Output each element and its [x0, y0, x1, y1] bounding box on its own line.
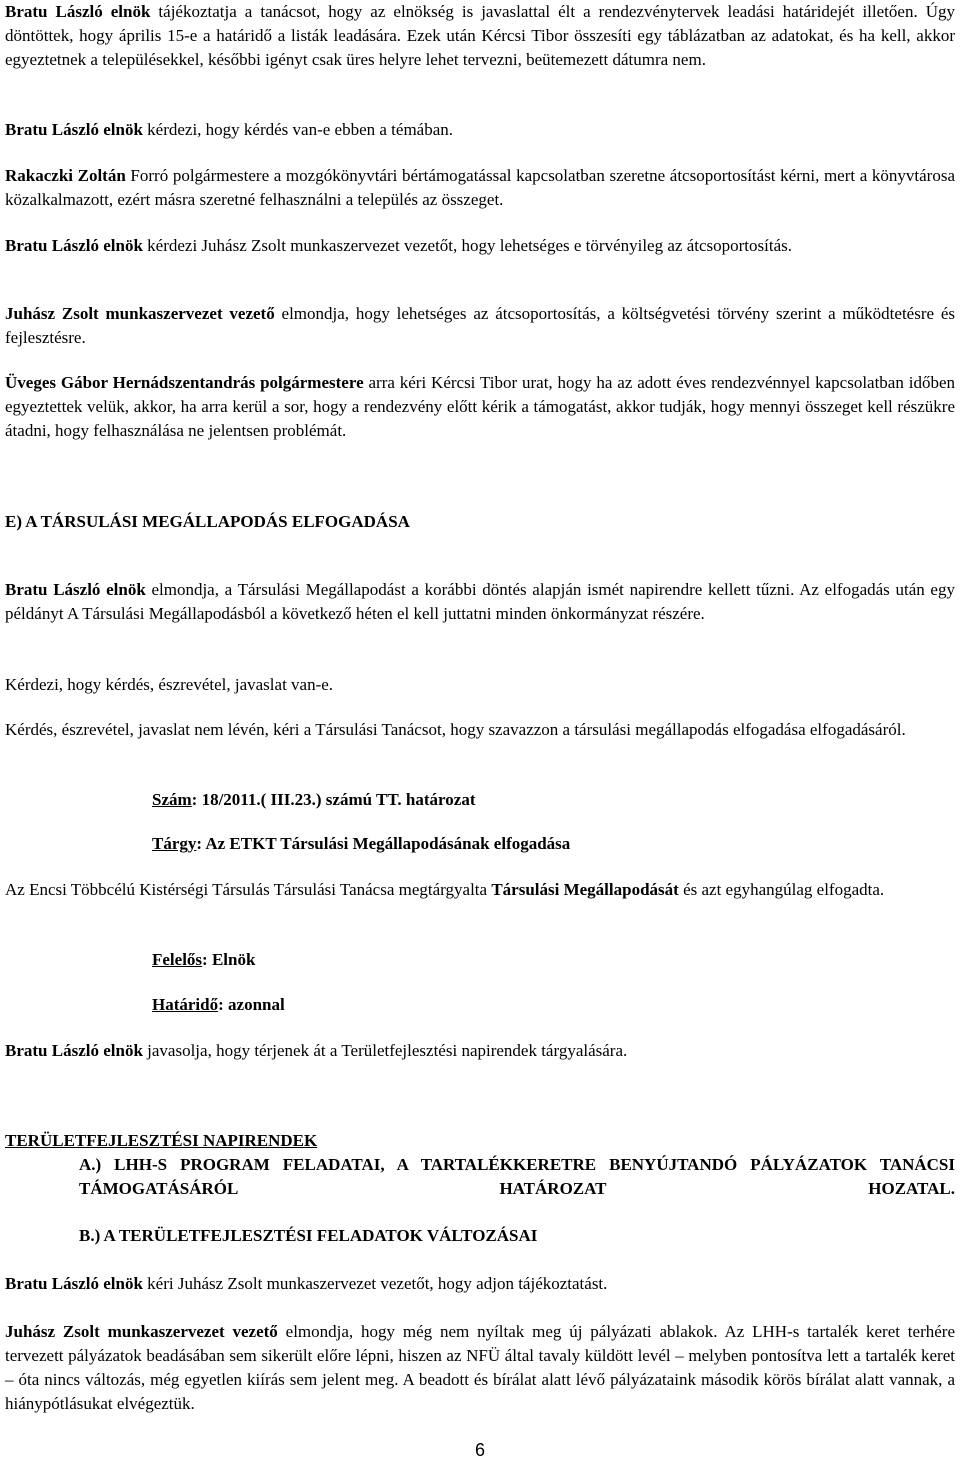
agenda-item-a: A.) LHH-S PROGRAM FELADATAI, A TARTALÉKKERETRE BENYÚJTANDÓ PÁLYÁZATOK TANÁCSI TÁMOGATÁSÁRÓL HATÁROZAT HOZATAL.	[79, 1155, 955, 1198]
paragraph-deadline-info	[5, 0, 955, 72]
section-heading-terulet: TERÜLETFEJLESZTÉSI NAPIRENDEK	[5, 1131, 318, 1150]
resolution-subject-label: Tárgy	[152, 834, 197, 853]
section-heading-e: E) A TÁRSULÁSI MEGÁLLAPODÁS ELFOGADÁSA	[5, 512, 410, 531]
paragraph-request-info	[5, 1272, 955, 1296]
speaker-name: Juhász Zsolt munkaszervezet vezető	[5, 1322, 278, 1341]
paragraph-text: javasolja, hogy térjenek át a Területfejlesztési napirendek tárgyalására.	[142, 1041, 628, 1060]
resolution-number	[152, 788, 475, 812]
paragraph-text: kérdezi, hogy kérdés van-e ebben a témában.	[142, 120, 454, 139]
speaker-name: Bratu László elnök	[5, 2, 151, 21]
paragraph-question	[5, 118, 955, 142]
paragraph-move-on	[5, 1039, 955, 1063]
agenda-item-b: B.) A TERÜLETFEJLESZTÉSI FELADATOK VÁLTOZÁSAI	[79, 1226, 538, 1245]
speaker-name: Bratu László elnök	[5, 580, 146, 599]
resolution-responsible-label: Felelős	[152, 950, 203, 969]
speaker-name: Juhász Zsolt munkaszervezet vezető	[5, 304, 275, 323]
resolution-number-value: : 18/2011.( III.23.) számú TT. határozat	[191, 790, 476, 809]
paragraph-agreement-intro	[5, 578, 955, 626]
speaker-name: Bratu László elnök	[5, 1274, 143, 1293]
paragraph-text: tájékoztatja a tanácsot, hogy az elnökség is javaslattal élt a rendezvénytervek leadási határidejét illetően. Úgy döntöttek, hogy április 15-e a határidő a listák leadására. Ezek után Kércsi Tibor összesíti egy táblázatban az adatokat, és ha kell, akkor egyeztetnek a településekkel, későbbi igényt csak üres helyre lehet tervezni, beütemezett dátumra nem.	[5, 2, 955, 69]
resolution-subject	[152, 832, 570, 856]
page-number: 6	[474, 1440, 485, 1460]
paragraph-text: elmondja, hogy lehetséges az átcsoportosítás, a költségvetési törvény szerint a működtetésre és fejlesztésre.	[5, 304, 956, 347]
resolution-body-emphasis: Társulási Megállapodását	[491, 880, 679, 899]
paragraph-text: elmondja, hogy még nem nyíltak meg új pályázati ablakok. Az LHH-s tartalék keret terhére tervezett pályázatok beadásában sem sikerült előre lépni, hiszen az NFÜ által tavaly küldött levél – melyben pontosítva lett a tartalék keret – óta nincs változás, még egyetlen kiírás sem jelent meg. A beadott és bírálat alatt lévő pályázataink második körös bírálat alatt vannak, a hiánypótlásukat elvégeztük.	[5, 1322, 955, 1413]
paragraph-ask-questions: Kérdezi, hogy kérdés, észrevétel, javaslat van-e.	[5, 675, 334, 694]
paragraph-text: arra kéri Kércsi Tibor urat, hogy ha az adott éves rendezvénnyel kapcsolatban időben egyeztettek velük, akkor, ha arra kerül a sor, hogy a rendezvény előtt kérik a támogatást, akkor tudják, hogy mennyi összeget kell részükre átadni, hogy felhasználása ne jelentsen problémát.	[5, 373, 955, 440]
paragraph-text: elmondja, a Társulási Megállapodást a korábbi döntés alapján ismét napirendre kellett tűzni. Az elfogadás után egy példányt A Társulási Megállapodásból a következő héten el kell juttatni minden önkormányzat részére.	[5, 580, 955, 623]
resolution-deadline	[152, 993, 285, 1017]
paragraph-application-status	[5, 1320, 955, 1416]
speaker-name: Rakaczki Zoltán	[5, 166, 126, 185]
resolution-responsible-value: : Elnök	[202, 950, 256, 969]
speaker-name: Bratu László elnök	[5, 236, 143, 255]
resolution-deadline-value: : azonnal	[218, 995, 285, 1014]
speaker-name: Üveges Gábor Hernádszentandrás polgármestere	[5, 373, 364, 392]
paragraph-call-vote: Kérdés, észrevétel, javaslat nem lévén, kéri a Társulási Tanácsot, hogy szavazzon a társulási megállapodás elfogadása elfogadásáról.	[5, 720, 906, 739]
paragraph-text: kérdezi Juhász Zsolt munkaszervezet vezetőt, hogy lehetséges e törvényileg az átcsoportosítás.	[142, 236, 792, 255]
resolution-deadline-label: Határidő	[152, 995, 219, 1014]
paragraph-event-support	[5, 371, 955, 443]
speaker-name: Bratu László elnök	[5, 1041, 143, 1060]
resolution-body	[5, 878, 955, 902]
paragraph-legality-answer	[5, 302, 955, 350]
paragraph-text: Forró polgármestere a mozgókönyvtári bértámogatással kapcsolatban szeretne átcsoportosítást kérni, mert a könyvtárosa közalkalmazott, ezért másra szeretné felhasználni a település az összeget.	[5, 166, 955, 209]
resolution-body-text: Az Encsi Többcélú Kistérségi Társulás Társulási Tanácsa megtárgyalta	[5, 880, 492, 899]
resolution-subject-value: : Az ETKT Társulási Megállapodásának elfogadása	[196, 834, 571, 853]
resolution-responsible	[152, 948, 255, 972]
paragraph-regrouping-request	[5, 164, 955, 212]
resolution-number-label: Szám	[152, 790, 192, 809]
paragraph-text: kéri Juhász Zsolt munkaszervezet vezetőt, hogy adjon tájékoztatást.	[142, 1274, 608, 1293]
resolution-body-text-end: és azt egyhangúlag elfogadta.	[678, 880, 885, 899]
paragraph-legality-question	[5, 234, 955, 258]
speaker-name: Bratu László elnök	[5, 120, 143, 139]
